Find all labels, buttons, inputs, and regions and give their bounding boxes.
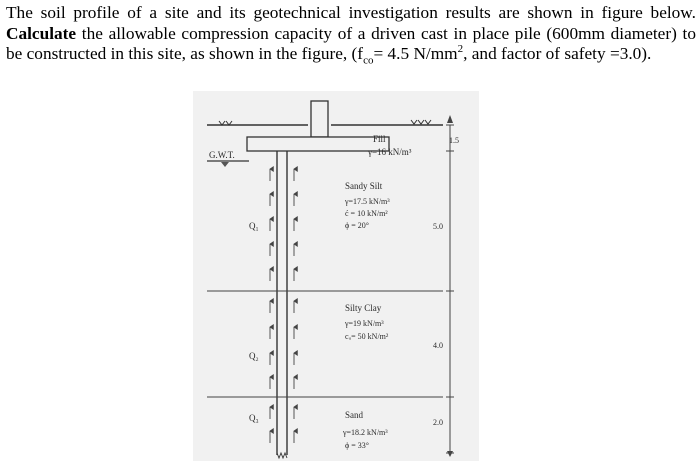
problem-statement bbox=[6, 3, 696, 65]
sandy-silt-name: Sandy Silt bbox=[345, 181, 383, 191]
silty-clay-name: Silty Clay bbox=[345, 303, 382, 313]
soil-profile-figure bbox=[193, 91, 479, 461]
column bbox=[311, 101, 328, 137]
sand-thickness: 2.0 bbox=[433, 418, 443, 427]
calculate-keyword: Calculate bbox=[6, 23, 77, 43]
units-superscript: 2 bbox=[457, 43, 464, 56]
fco-subscript: co bbox=[363, 54, 374, 67]
sandy-silt-thickness: 5.0 bbox=[433, 222, 443, 231]
problem-part2: the allowable compression capacity of a driven cast in place pile (600mm diameter) to be constructed in this site, as shown in the figure, (f bbox=[6, 23, 696, 63]
gwt-label: G.W.T. bbox=[209, 150, 235, 160]
problem-part4: , and factor of safety =3.0). bbox=[463, 44, 652, 63]
q2-label: Q₂ bbox=[249, 351, 259, 361]
silty-clay-gamma: γ=19 kN/m³ bbox=[345, 319, 384, 328]
problem-part3: = 4.5 N/mm bbox=[373, 44, 458, 63]
sandy-silt-phi: ϕ = 20° bbox=[345, 221, 369, 230]
sand-phi: ϕ = 33° bbox=[345, 441, 369, 450]
sand-name: Sand bbox=[345, 410, 363, 420]
problem-part1: The soil profile of a site and its geotechnical investigation results are shown in figure below. bbox=[6, 3, 696, 22]
fill-name: Fill bbox=[373, 134, 386, 144]
silty-clay-cu: cᵤ= 50 kN/m² bbox=[345, 332, 389, 341]
sandy-silt-cohesion: ć = 10 kN/m² bbox=[345, 209, 388, 218]
fill-gamma: γ=16 kN/m³ bbox=[368, 147, 412, 157]
fill-thickness: 1.5 bbox=[449, 136, 459, 145]
sandy-silt-gamma: γ=17.5 kN/m³ bbox=[345, 197, 390, 206]
sand-gamma: γ=18.2 kN/m³ bbox=[343, 428, 388, 437]
silty-clay-thickness: 4.0 bbox=[433, 341, 443, 350]
q3-label: Q₃ bbox=[249, 413, 259, 423]
soil-profile-drawing bbox=[193, 91, 479, 461]
q1-label: Q₁ bbox=[249, 221, 259, 231]
